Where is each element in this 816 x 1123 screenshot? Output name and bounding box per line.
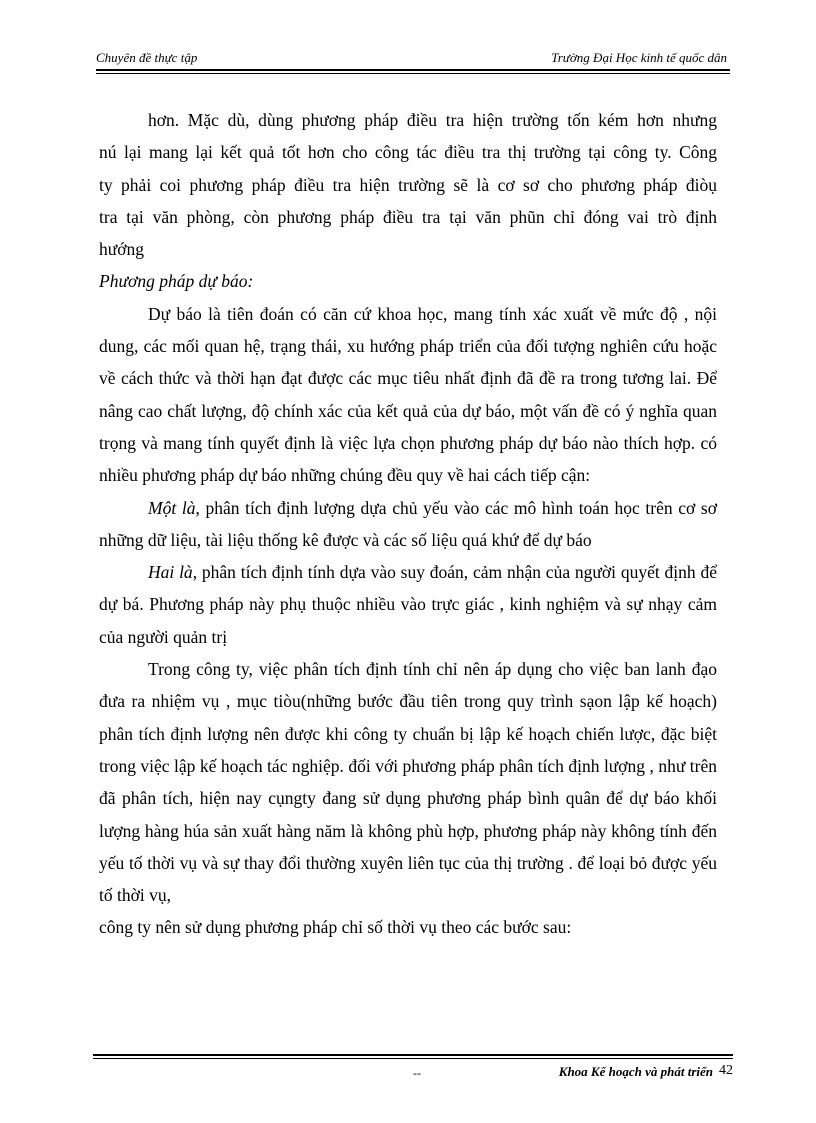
paragraph-lead: Hai là bbox=[148, 562, 193, 583]
paragraph-line: hướng bbox=[99, 239, 144, 260]
page-footer bbox=[93, 1054, 733, 1084]
header-rule-thin bbox=[96, 73, 730, 74]
footer-center-mark: -- bbox=[413, 1066, 421, 1080]
paragraph-line: nú lại mang lại kết quả tốt hơn cho công tác điều tra thị trường tại công ty. Công bbox=[99, 142, 717, 163]
paragraph: Trong công ty, việc phân tích định tính chỉ nên áp dụng cho việc ban lanh đạo đưa ra nhiệm vụ , mục tiòu(những bước đầu tiên trong quy trình sạon lập kế hoạch) phân tích định lượng nên được khi công ty chuẩn bị lập kế hoạch chiến lược, đặc biệt trong việc lập kế hoạch tác nghiệp. đối với phương pháp phân tích định lượng , như trên đã phân tích, hiện nay cụngty đang sử dụng phương pháp bình quân để dự báo khối lượng hàng húa sản xuất hàng năm là không phù hợp, phương pháp này không tính đến yếu tố thời vụ và sự thay đổi thường xuyên liên tục của thị trường . để loại bỏ được yếu tố thời vụ, bbox=[99, 659, 717, 906]
footer-rule bbox=[93, 1054, 733, 1056]
paragraph-text: , phân tích định tính dựa vào suy đoán, cảm nhận của người quyết định để dự bá. Phương pháp này phụ thuộc nhiều vào trực giác , kinh nghiệm và sự nhạy cảm của người quản trị bbox=[99, 562, 717, 647]
page-header bbox=[96, 44, 730, 70]
paragraph bbox=[99, 492, 717, 557]
paragraph-lead: Một là bbox=[148, 497, 196, 518]
page-number: 42 bbox=[719, 1063, 733, 1078]
footer-faculty-name: Khoa Kế hoạch và phát triển bbox=[558, 1064, 713, 1079]
section-heading: Phương pháp dự báo: bbox=[99, 271, 254, 292]
paragraph-line: tra tại văn phòng, còn phương pháp điều tra tại văn phũn chỉ đóng vai trò định bbox=[99, 206, 717, 227]
paragraph: Dự báo là tiên đoán có căn cứ khoa học, mang tính xác xuất về mức độ , nội dung, các mối quan hệ, trạng thái, xu hướng pháp triển của đối tượng nghiên cứu hoặc về cách thức và thời hạn đạt được các mục tiêu nhất định đã đề ra trong tương lai. Để nâng cao chất lượng, độ chính xác của kết quả của dự báo, một vấn đề có ý nghĩa quan trọng và mang tính quyết định là việc lựa chọn phương pháp dự báo nào thích hợp. có nhiều phương pháp dự báo những chúng đều quy về hai cách tiếp cận: bbox=[99, 303, 717, 486]
paragraph bbox=[99, 556, 717, 653]
header-document-title: Chuyên đề thực tập bbox=[96, 50, 198, 65]
paragraph-line: ty phải coi phương pháp điều tra hiện trường sẽ là cơ sơ cho phương pháp điòụ bbox=[99, 174, 717, 195]
header-rule bbox=[96, 69, 730, 71]
paragraph-line: hơn. Mặc dù, dùng phương pháp điều tra hiện trường tốn kém hơn nhưng bbox=[148, 110, 717, 130]
footer-rule-thin bbox=[93, 1058, 733, 1059]
header-university-name: Trường Đại Học kinh tế quốc dân bbox=[551, 50, 727, 65]
paragraph-text: , phân tích định lượng dựa chủ yếu vào các mô hình toán học trên cơ sơ những dữ liệu, tài liệu thống kê được và các số liệu quá khứ để dự báo bbox=[99, 497, 717, 550]
document-body bbox=[99, 104, 717, 944]
paragraph: công ty nên sử dụng phương pháp chỉ số thời vụ theo các bước sau: bbox=[99, 917, 572, 938]
